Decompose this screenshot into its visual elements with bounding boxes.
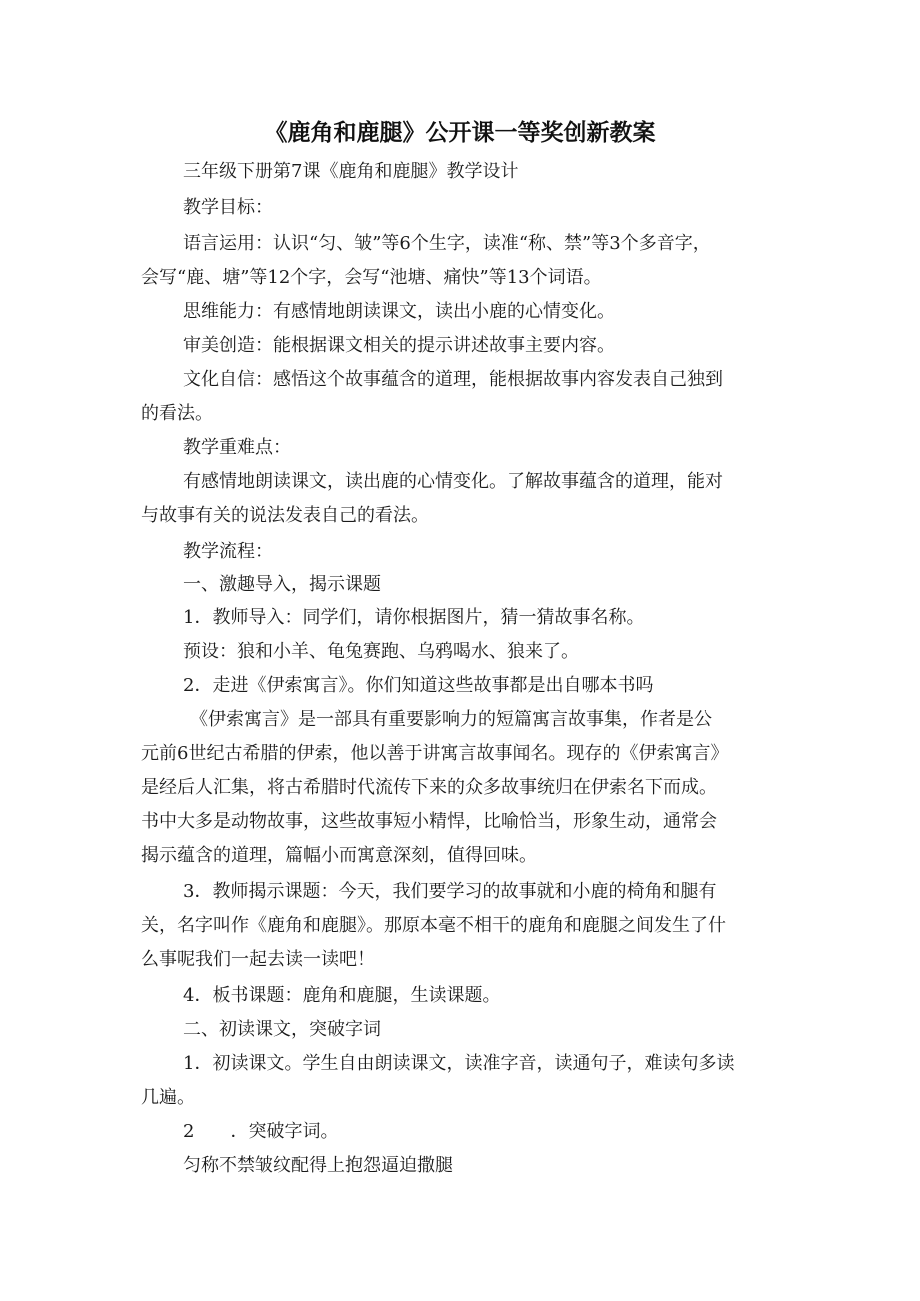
aesop-paragraph-line-3: 是经后人汇集，将古希腊时代流传下来的众多故事统归在伊索名下而成。 [141, 777, 717, 798]
step-two-heading: 二、初读课文，突破字词 [183, 1019, 381, 1040]
step-two-item-2: 2 ．突破字词。 [183, 1121, 339, 1142]
step-one-item-3-line-3: 么事呢我们一起去读一读吧！ [141, 949, 375, 970]
step-one-item-3-line-2: 关，名字叫作《鹿角和鹿腿》。那原本毫不相干的鹿角和鹿腿之间发生了什 [141, 915, 726, 936]
goal-language-line-2: 会写“鹿、塘”等12个字，会写“池塘、痛快”等13个词语。 [141, 267, 602, 288]
step-one-item-1: 1．教师导入：同学们，请你根据图片，猜一猜故事名称。 [183, 607, 645, 628]
step-one-preset: 预设：狼和小羊、龟兔赛跑、乌鸦喝水、狼来了。 [183, 641, 579, 662]
section-heading-process: 教学流程： [183, 541, 273, 562]
aesop-paragraph-line-2: 元前6世纪古希腊的伊索，他以善于讲寓言故事闻名。现存的《伊索寓言》 [141, 743, 729, 764]
aesop-paragraph-line-5: 揭示蕴含的道理，篇幅小而寓意深刻，值得回味。 [141, 845, 537, 866]
step-one-item-4: 4．板书课题：鹿角和鹿腿，生读课题。 [183, 985, 501, 1006]
step-two-item-1-line-2: 几遍。 [141, 1087, 195, 1108]
goal-thinking: 思维能力：有感情地朗读课文，读出小鹿的心情变化。 [183, 301, 615, 322]
aesop-paragraph-line-1: 《伊索寓言》是一部具有重要影响力的短篇寓言故事集，作者是公 [190, 709, 712, 730]
section-heading-difficulties: 教学重难点： [183, 437, 291, 458]
aesop-paragraph-line-4: 书中大多是动物故事，这些故事短小精悍，比喻恰当，形象生动，通常会 [141, 811, 717, 832]
step-one-heading: 一、激趣导入，揭示课题 [183, 574, 381, 595]
goal-language-line-1: 语言运用：认识“匀、皱”等6个生字，读准“称、禁”等3个多音字， [183, 233, 711, 254]
goal-culture-line-1: 文化自信：感悟这个故事蕴含的道理，能根据故事内容发表自己独到 [183, 369, 723, 390]
step-one-item-3-line-1: 3．教师揭示课题：今天，我们要学习的故事就和小鹿的椅角和腿有 [183, 881, 717, 902]
document-title: 《鹿角和鹿腿》公开课一等奖创新教案 [264, 120, 656, 146]
goal-aesthetic: 审美创造：能根据课文相关的提示讲述故事主要内容。 [183, 335, 615, 356]
difficulties-line-1: 有感情地朗读课文，读出鹿的心情变化。了解故事蕴含的道理，能对 [183, 471, 723, 492]
vocabulary-words: 匀称不禁皱纹配得上抱怨逼迫撒腿 [183, 1155, 453, 1176]
difficulties-line-2: 与故事有关的说法发表自己的看法。 [141, 505, 429, 526]
lesson-subtitle: 三年级下册第7课《鹿角和鹿腿》教学设计 [183, 161, 519, 182]
section-heading-goals: 教学目标： [183, 197, 273, 218]
step-one-item-2: 2．走进《伊索寓言》。你们知道这些故事都是出自哪本书吗 [183, 675, 654, 696]
step-two-item-1-line-1: 1．初读课文。学生自由朗读课文，读准字音，读通句子，难读句多读 [183, 1053, 735, 1074]
goal-culture-line-2: 的看法。 [141, 403, 213, 424]
